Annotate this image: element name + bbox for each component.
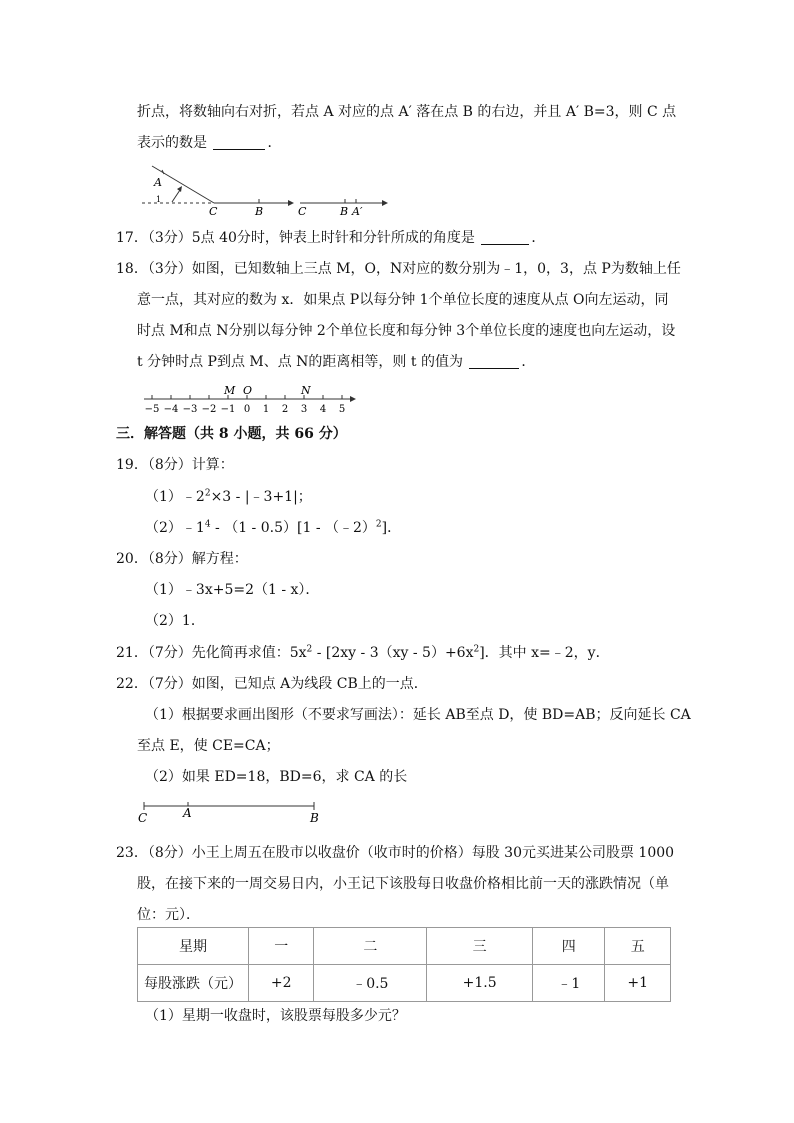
q19-p1-sup: 2 <box>204 488 211 499</box>
section-title: 三．解答题（共 8 小题，共 66 分） <box>116 426 347 442</box>
q21-b: - [2xy - 3（xy - 5）+6x <box>312 645 474 661</box>
q18-line-1: 18．（3分）如图，已知数轴上三点 M，O，N对应的数分别为﹣1，0，3，点 P为数轴上任 <box>116 261 681 277</box>
axis-tick-label: 2 <box>281 404 289 415</box>
q16-line-1: 折点，将数轴向右对折，若点 A 对应的点 A′ 落在点 B 的右边，并且 A′ B=3，则 C 点 <box>137 104 677 120</box>
axis-tick-label: −1 <box>220 404 236 415</box>
table-cell: ﹣1 <box>533 965 605 1002</box>
q23-line-2: 股，在接下来的一周交易日内，小王记下该股每日收盘价格相比前一天的涨跌情况（单 <box>137 876 669 892</box>
q19-part-2 <box>145 518 401 538</box>
q17: 17．（3分）5点 40分时，钟表上时针和分针所成的角度是 ． <box>116 230 546 246</box>
q20-part-1: （1）﹣3x+5=2（1 - x）． <box>145 582 320 598</box>
axis-tick-label: 5 <box>338 404 346 415</box>
table-header-cell: 星期 <box>138 928 249 965</box>
q21-c: ]．其中 x=﹣2，y． <box>479 645 610 661</box>
label-B: B <box>255 205 264 218</box>
table-header-row <box>138 928 671 965</box>
label-C: C <box>209 205 218 218</box>
q19-p2-a: （2）﹣1 <box>145 520 205 536</box>
q18-line-4: t 分钟时点 P到点 M、点 N的距离相等，则 t 的值为 ． <box>137 354 536 370</box>
q23-part-1: （1）星期一收盘时，该股票每股多少元？ <box>145 1008 406 1024</box>
table-cell: +1 <box>605 965 671 1002</box>
table-cell: +1.5 <box>427 965 533 1002</box>
q22-segment-figure <box>138 798 338 828</box>
q18-line-3: 时点 M和点 N分别以每分钟 2个单位长度和每分钟 3个单位长度的速度也向左运动，设 <box>137 323 676 339</box>
q22-part-1a: （1）根据要求画出图形（不要求写画法）：延长 AB至点 D，使 BD=AB；反向延长 CA <box>145 707 691 723</box>
q21-sup1: 2 <box>306 644 313 655</box>
table-header-cell: 二 <box>314 928 427 965</box>
answer-blank[interactable] <box>469 354 519 369</box>
table-cell: +2 <box>249 965 314 1002</box>
axis-tick-label: −5 <box>144 404 160 415</box>
label-right-C: C <box>298 205 307 218</box>
q16-line-2-text: 表示的数是 <box>137 135 207 151</box>
label-O: O <box>243 384 253 397</box>
q19-p1-b: ×3 - |﹣3+1|； <box>210 489 312 505</box>
q18-line-4-text: t 分钟时点 P到点 M、点 N的距离相等，则 t 的值为 <box>137 354 463 370</box>
left-axis-arrow <box>288 200 294 206</box>
table-header-cell: 一 <box>249 928 314 965</box>
q19-part-1 <box>145 487 312 507</box>
axis-tick-label: −2 <box>201 404 217 415</box>
axis-tick-label: 4 <box>319 404 327 415</box>
q22-title: 22．（7分）如图，已知点 A为线段 CB上的一点． <box>116 676 428 692</box>
table-cell: ﹣0.5 <box>314 965 427 1002</box>
table-header-cell: 五 <box>605 928 671 965</box>
label-N: N <box>301 384 311 397</box>
label-right-B: B <box>340 205 349 218</box>
table-header-cell: 三 <box>427 928 533 965</box>
label-A: A <box>183 806 192 820</box>
q21-a: 21．（7分）先化简再求值：5x <box>116 645 307 661</box>
q18-number-line <box>140 382 370 422</box>
rotate-arrow <box>172 190 180 202</box>
label-M: M <box>224 384 236 397</box>
table-cell: 每股涨跌（元） <box>138 965 249 1002</box>
q22-part-2: （2）如果 ED=18，BD=6，求 CA 的长 <box>145 769 408 785</box>
q19-p2-sup: 4 <box>204 519 211 530</box>
label-B: B <box>310 811 319 825</box>
q18-line-2: 意一点，其对应的数为 x．如果点 P以每分钟 1个单位长度的速度从点 O向左运动，同 <box>137 292 669 308</box>
q20-title: 20．（8分）解方程： <box>116 551 248 567</box>
q16-figure <box>140 162 520 218</box>
label-1: 1 <box>156 195 162 204</box>
axis-tick-label: 0 <box>243 404 251 415</box>
q19-title: 19．（8分）计算： <box>116 457 234 473</box>
q19-p2-c: ]． <box>381 520 402 536</box>
right-axis-arrow <box>382 200 388 206</box>
table-row <box>138 965 671 1002</box>
axis-tick-label: −4 <box>163 404 179 415</box>
table-header-cell: 四 <box>533 928 605 965</box>
q19-p2-sup2: 2 <box>375 519 382 530</box>
q21 <box>116 643 610 663</box>
price-change-table <box>137 927 671 1002</box>
label-C: C <box>138 811 148 825</box>
axis-ticks <box>145 395 346 415</box>
q23-line-3: 位：元）． <box>137 907 200 923</box>
answer-blank[interactable] <box>213 135 265 150</box>
label-A: A <box>154 176 162 189</box>
axis-arrow <box>350 396 356 402</box>
q17-text: 17．（3分）5点 40分时，钟表上时针和分针所成的角度是 <box>116 230 475 246</box>
axis-tick-label: −3 <box>182 404 198 415</box>
answer-blank[interactable] <box>481 230 529 245</box>
q19-p2-b: - （1 - 0.5）[1 - （﹣2） <box>210 520 376 536</box>
axis-tick-label: 3 <box>300 404 308 415</box>
q16-line-2: 表示的数是 ． <box>137 135 282 151</box>
q21-sup2: 2 <box>473 644 480 655</box>
q22-part-1b: 至点 E，使 CE=CA； <box>137 738 280 754</box>
q19-p1-a: （1）﹣2 <box>145 489 205 505</box>
q20-part-2: （2）1． <box>145 613 205 629</box>
q23-line-1: 23．（8分）小王上周五在股市以收盘价（收市时的价格）每股 30元买进某公司股票 1000 <box>116 845 675 861</box>
axis-tick-label: 1 <box>262 404 270 415</box>
label-right-A2: A′ <box>352 205 363 218</box>
